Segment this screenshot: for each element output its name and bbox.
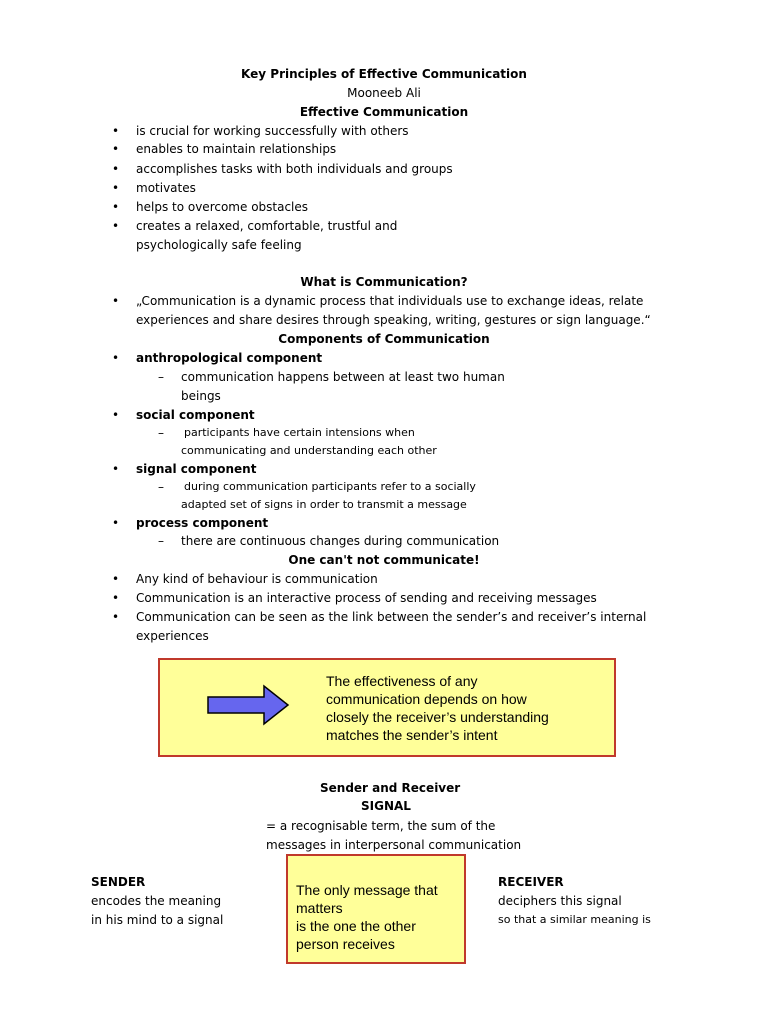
page-title: Key Principles of Effective Communication (241, 67, 527, 81)
component-name: process component (136, 516, 269, 530)
component-desc-continuation: adapted set of signs in order to transmit a message (181, 498, 467, 511)
callout-text (326, 672, 606, 744)
component-desc-continuation: communicating and understanding each other (181, 444, 437, 457)
callout-line: matches the sender’s intent (326, 727, 498, 743)
bullet-icon: • (112, 516, 120, 530)
list-item: accomplishes tasks with both individuals and groups (136, 162, 453, 176)
component-name: social component (136, 408, 255, 422)
bullet-icon: • (112, 142, 120, 156)
list-item-continuation: experiences (136, 629, 209, 643)
list-item: Any kind of behaviour is communication (136, 572, 378, 586)
sender-desc-continuation: in his mind to a signal (91, 913, 224, 927)
receiver-desc-continuation: so that a similar meaning is (498, 913, 651, 926)
bullet-icon: • (112, 351, 120, 365)
right-arrow-icon (206, 684, 290, 726)
definition-quote: „Communication is a dynamic process that individuals use to exchange ideas, relate (136, 294, 644, 308)
sender-desc: encodes the meaning (91, 894, 222, 908)
list-item: helps to overcome obstacles (136, 200, 309, 214)
component-desc: communication happens between at least two human (181, 370, 505, 384)
callout-line: The effectiveness of any (326, 673, 478, 689)
bullet-icon: • (112, 294, 120, 308)
list-item-continuation: psychologically safe feeling (136, 238, 302, 252)
dash-icon: – (158, 480, 164, 494)
definition-quote-continuation: experiences and share desires through speaking, writing, gestures or sign language.“ (136, 313, 651, 327)
callout-line: person receives (296, 936, 395, 952)
callout-line: matters (296, 900, 343, 916)
bullet-icon: • (112, 162, 120, 176)
list-item: creates a relaxed, comfortable, trustful and (136, 219, 398, 233)
list-item: motivates (136, 181, 196, 195)
author: Mooneeb Ali (347, 86, 421, 100)
signal-definition-continuation: messages in interpersonal communication (266, 838, 522, 852)
callout-line: is the one the other (296, 918, 416, 934)
bullet-icon: • (112, 610, 120, 624)
signal-definition: = a recognisable term, the sum of the (266, 819, 496, 833)
dash-icon: – (158, 370, 164, 384)
callout-text (296, 881, 466, 953)
section-heading-effective: Effective Communication (299, 105, 469, 119)
bullet-icon: • (112, 408, 120, 422)
bullet-icon: • (112, 591, 120, 605)
effectiveness-callout (158, 658, 616, 757)
callout-line: closely the receiver’s understanding (326, 709, 549, 725)
bullet-icon: • (112, 462, 120, 476)
section-heading-what-is: What is Communication? (300, 275, 468, 289)
bullet-icon: • (112, 181, 120, 195)
component-desc-continuation: beings (181, 389, 221, 403)
list-item: Communication is an interactive process of sending and receiving messages (136, 591, 597, 605)
callout-line: The only message that (296, 882, 438, 898)
signal-label: SIGNAL (361, 799, 411, 813)
component-desc: there are continuous changes during communication (181, 534, 500, 548)
list-item: is crucial for working successfully with others (136, 124, 409, 138)
receiver-label: RECEIVER (498, 875, 564, 889)
component-name: anthropological component (136, 351, 323, 365)
message-callout (286, 854, 466, 964)
list-item: Communication can be seen as the link between the sender’s and receiver’s internal (136, 610, 647, 624)
bullet-icon: • (112, 124, 120, 138)
section-heading-components: Components of Communication (278, 332, 490, 346)
bullet-icon: • (112, 219, 120, 233)
dash-icon: – (158, 534, 164, 548)
sender-label: SENDER (91, 875, 146, 889)
component-desc: participants have certain intensions when (184, 426, 415, 439)
callout-line: communication depends on how (326, 691, 527, 707)
bullet-icon: • (112, 200, 120, 214)
component-desc: during communication participants refer to a socially (184, 480, 476, 493)
bullet-icon: • (112, 572, 120, 586)
dash-icon: – (158, 426, 164, 440)
section-heading-sender-receiver: Sender and Receiver (320, 781, 461, 795)
list-item: enables to maintain relationships (136, 142, 337, 156)
component-name: signal component (136, 462, 257, 476)
receiver-desc: deciphers this signal (498, 894, 622, 908)
section-heading-cant-not-communicate: One can't not communicate! (288, 553, 480, 567)
